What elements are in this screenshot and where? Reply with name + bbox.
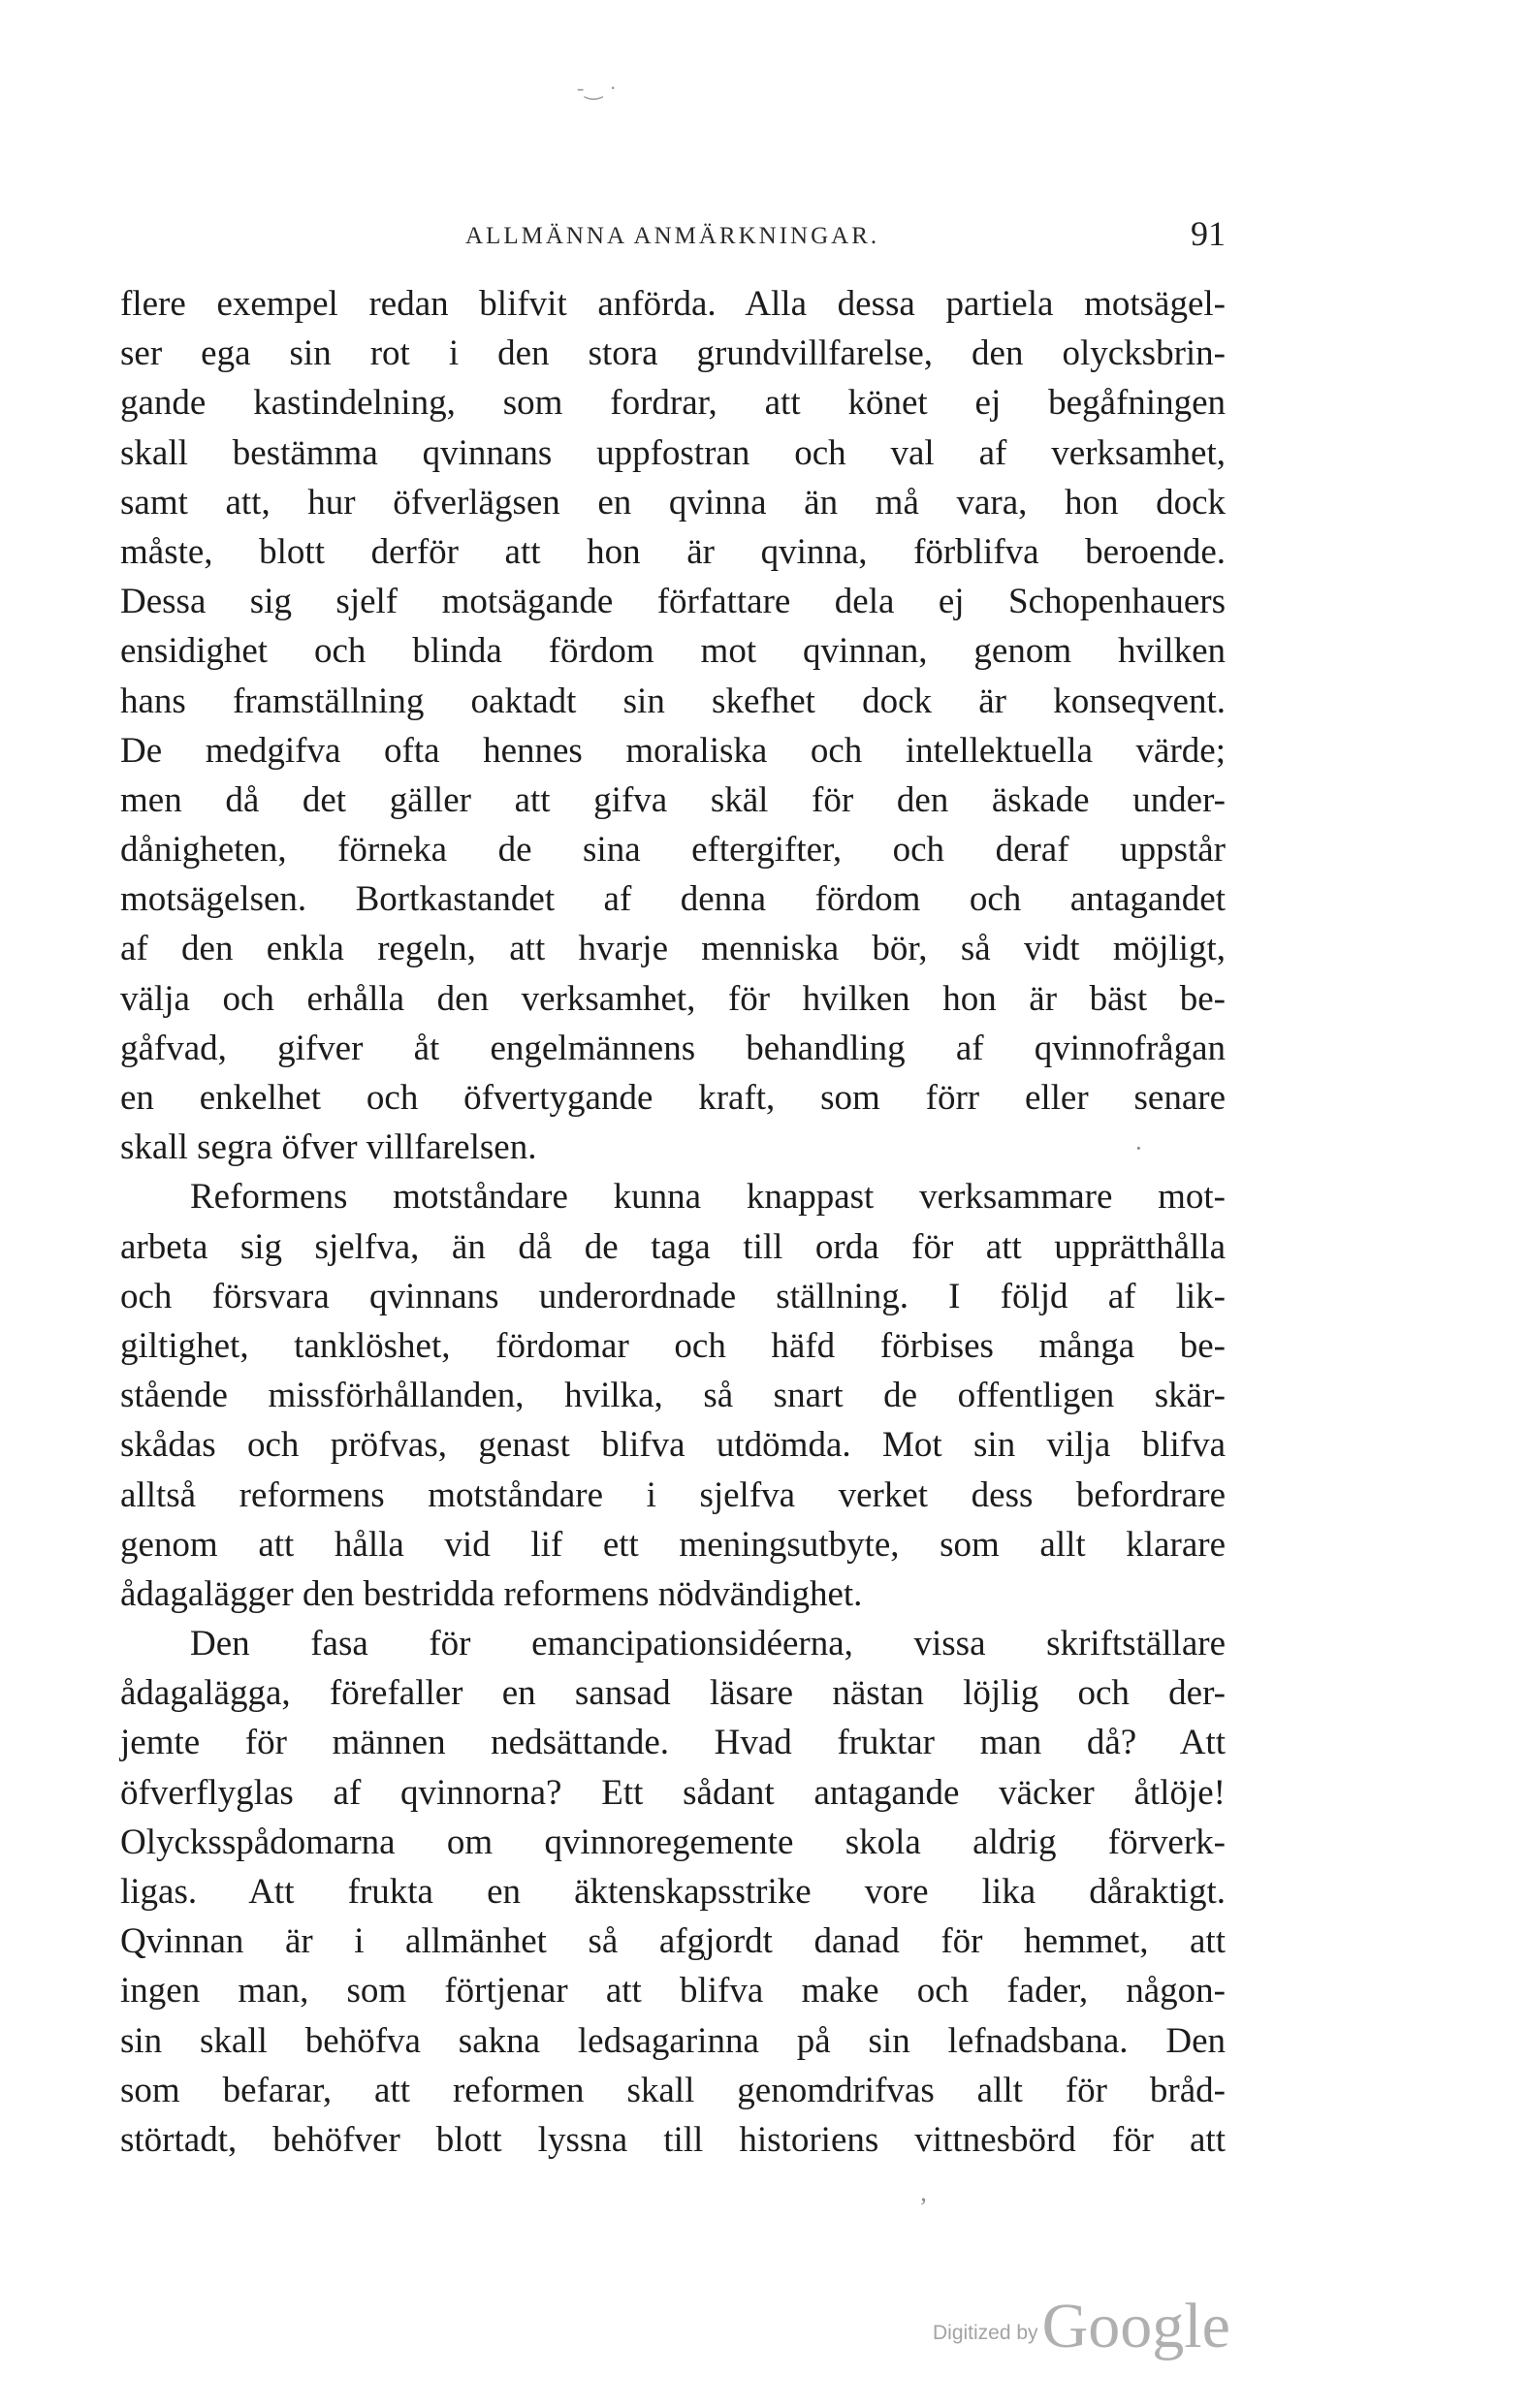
text-line: skall bestämma qvinnans uppfostran och val af verksamhet,	[120, 432, 1226, 473]
text-line: gande kastindelning, som fordrar, att könet ej begåfningen	[120, 383, 1226, 424]
text-line: samt att, hur öfverlägsen en qvinna än må vara, hon dock	[120, 482, 1226, 523]
text-line: ensidighet och blinda fördom mot qvinnan, genom hvilken	[120, 631, 1226, 672]
text-line: skall segra öfver villfarelsen.	[120, 1127, 537, 1168]
text-line: genom att hålla vid lif ett meningsutbyte, som allt klarare	[120, 1524, 1226, 1565]
text-line: dånigheten, förneka de sina eftergifter, och deraf uppstår	[120, 830, 1226, 871]
margin-speck: ·	[1134, 1134, 1143, 1162]
text-line: Den fasa för emancipationsidéerna, vissa skriftställare	[190, 1624, 1226, 1664]
text-line: alltså reformens motståndare i sjelfva verket dess befordrare	[120, 1474, 1226, 1515]
page-number: 91	[1191, 214, 1226, 253]
text-line: störtadt, behöfver blott lyssna till historiens vittnesbörd för att	[120, 2119, 1226, 2160]
text-line: ligas. Att frukta en äktenskapsstrike vore lika dåraktigt.	[120, 1872, 1226, 1912]
text-line: välja och erhålla den verksamhet, för hvilken hon är bäst be-	[120, 978, 1226, 1019]
text-line: ådagalägger den bestridda reformens nödvändighet.	[120, 1573, 863, 1614]
text-line: motsägelsen. Bortkastandet af denna fördom och antagandet	[120, 879, 1226, 920]
text-line: De medgifva ofta hennes moraliska och intellektuella värde;	[120, 730, 1226, 771]
digitized-watermark	[933, 2290, 1230, 2363]
text-line: Qvinnan är i allmänhet så afgjordt danad för hemmet, att	[120, 1921, 1226, 1962]
text-line: flere exempel redan blifvit anförda. Alla dessa partiela motsägel-	[120, 284, 1226, 324]
text-line: giltighet, tanklöshet, fördomar och häfd förbises många be-	[120, 1325, 1226, 1366]
text-line: Olycksspådomarna om qvinnoregemente skola aldrig förverk-	[120, 1822, 1226, 1862]
body-text	[120, 279, 1226, 2165]
text-line: ser ega sin rot i den stora grundvillfarelse, den olycksbrin-	[120, 333, 1226, 374]
google-logo: Google	[1041, 2291, 1230, 2361]
running-head: ALLMÄNNA ANMÄRKNINGAR.	[465, 223, 880, 249]
text-line: Reformens motståndare kunna knappast verksammare mot-	[190, 1177, 1226, 1218]
text-line: och försvara qvinnans underordnade ställning. I följd af lik-	[120, 1276, 1226, 1316]
text-line: måste, blott derför att hon är qvinna, förblifva beroende.	[120, 531, 1226, 572]
text-line: öfverflyglas af qvinnorna? Ett sådant antagande väcker åtlöje!	[120, 1772, 1226, 1813]
text-line: jemte för männen nedsättande. Hvad fruktar man då? Att	[120, 1723, 1226, 1763]
text-line: men då det gäller att gifva skäl för den äskade under-	[120, 779, 1226, 820]
margin-speck: ʼ	[919, 2193, 928, 2221]
text-line: stående missförhållanden, hvilka, så snart de offentligen skär-	[120, 1376, 1226, 1416]
text-line: hans framställning oaktadt sin skefhet dock är konseqvent.	[120, 681, 1226, 721]
text-line: arbeta sig sjelfva, än då de taga till orda för att upprätthålla	[120, 1226, 1226, 1267]
digitized-label: Digitized by	[933, 2322, 1038, 2344]
text-line: af den enkla regeln, att hvarje menniska bör, så vidt möjligt,	[120, 929, 1226, 969]
text-line: skådas och pröfvas, genast blifva utdömda. Mot sin vilja blifva	[120, 1425, 1226, 1466]
text-line: gåfvad, gifver åt engelmännens behandling af qvinnofrågan	[120, 1028, 1226, 1068]
text-line: som befarar, att reformen skall genomdrifvas allt för bråd-	[120, 2070, 1226, 2110]
text-line: ådagalägga, förefaller en sansad läsare nästan löjlig och der-	[120, 1673, 1226, 1714]
stray-ink-mark: -‿ ·	[577, 76, 618, 100]
text-line: Dessa sig sjelf motsägande författare dela ej Schopenhauers	[120, 582, 1226, 622]
text-line: sin skall behöfva sakna ledsagarinna på sin lefnadsbana. Den	[120, 2020, 1226, 2061]
text-line: en enkelhet och öfvertygande kraft, som förr eller senare	[120, 1078, 1226, 1118]
text-line: ingen man, som förtjenar att blifva make och fader, någon-	[120, 1971, 1226, 2012]
